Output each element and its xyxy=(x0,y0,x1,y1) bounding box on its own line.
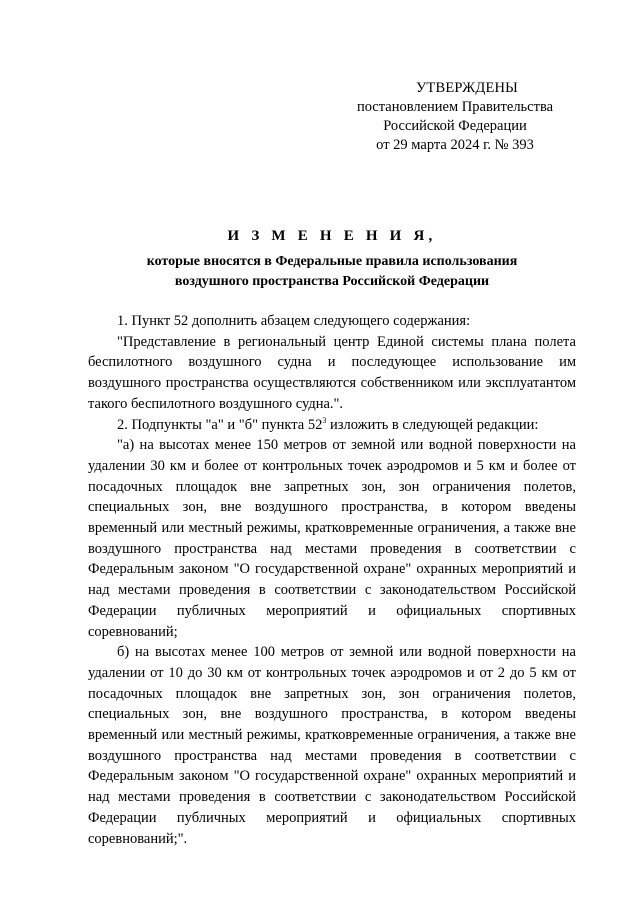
approval-line-federation: Российской Федерации xyxy=(383,118,527,134)
paragraph-item-2 xyxy=(88,415,576,436)
superscript-index: 3 xyxy=(322,415,327,425)
document-body xyxy=(88,311,576,849)
paragraph-item-2-tail: изложить в следующей редакции: xyxy=(326,416,539,433)
paragraph-item-1: 1. Пункт 52 дополнить абзацем следующего содержания: xyxy=(117,313,471,329)
document-title: И З М Е Н Е Н И Я, xyxy=(227,228,437,244)
document-heading xyxy=(88,226,576,292)
approval-line-date: от 29 марта 2024 г. № 393 xyxy=(376,137,534,153)
approval-line-decree: постановлением Правительства xyxy=(356,99,554,115)
approval-block xyxy=(330,79,580,155)
paragraph-subitem-a: "а) на высотах менее 150 метров от земной или водной поверхности на удалении 30 км и более от контрольных точек аэродромов и 5 км и более от посадочных площадок вне запретных зон, зон ограничения полетов, специальных зон, вне воздушного пространства, в котором введены временный или местный режимы, кратковременные ограничения, а также вне воздушного пространства над местами проведения в соответствии с Федеральным законом "О государственной охране" охранных мероприятий и над местами проведения в соответствии с законодательством Российской Федерации публичных мероприятий и официальных спортивных соревнований; xyxy=(88,437,576,640)
paragraph-quote-1: "Представление в региональный центр Единой системы плана полета беспилотного воздушного судна и последующее использование им воздушного пространства осуществляются собственником или эксплуатантом такого беспилотного воздушного судна.". xyxy=(88,333,576,412)
paragraph-item-2-text: 2. Подпункты "а" и "б" пункта 52 xyxy=(117,416,323,433)
document-subtitle-line-1: которые вносятся в Федеральные правила использования xyxy=(146,254,518,269)
paragraph-subitem-b: б) на высотах менее 100 метров от земной или водной поверхности на удалении от 10 до 30 км от контрольных точек аэродромов и от 2 до 5 км от посадочных площадок вне запретных зон, зон ограничения полетов, специальных зон, вне воздушного пространства, в котором введены временный или местный режимы, кратковременные ограничения, а также вне воздушного пространства над местами проведения в соответствии с Федеральным законом "О государственной охране" охранных мероприятий и над местами проведения в соответствии с законодательством Российской Федерации публичных мероприятий и официальных спортивных соревнований;". xyxy=(88,644,576,847)
approval-title: УТВЕРЖДЕНЫ xyxy=(415,80,519,96)
document-subtitle-line-2: воздушного пространства Российской Федерации xyxy=(174,274,490,289)
